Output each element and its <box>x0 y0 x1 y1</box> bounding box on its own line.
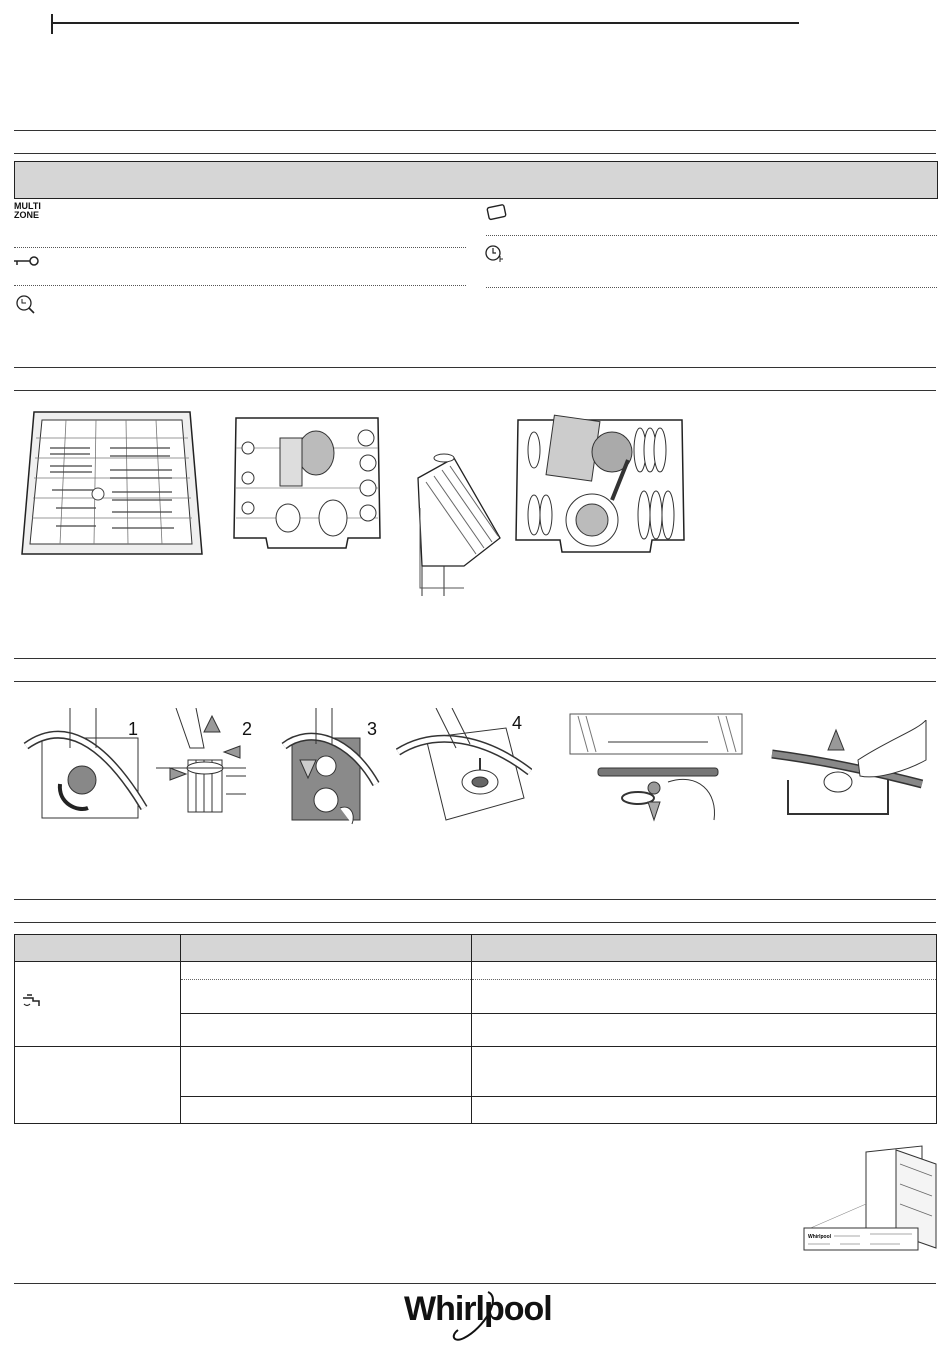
section-rule-7 <box>14 899 936 900</box>
troubleshooting-table <box>14 934 937 1124</box>
delay-clock-icon <box>484 243 506 263</box>
cause-cell <box>181 962 472 980</box>
solution-cell <box>472 1014 937 1047</box>
step-number-4: 4 <box>512 713 523 733</box>
key-lock-icon <box>13 255 41 267</box>
section-rule-8 <box>14 922 936 923</box>
section-rule-4 <box>14 390 936 391</box>
table-row <box>15 962 937 980</box>
solution-cell <box>472 962 937 980</box>
problem-cell-water <box>15 962 181 1047</box>
lower-rack-illustration <box>512 410 688 562</box>
header-cell-cause <box>181 935 472 962</box>
filter-step2-illustration <box>156 708 252 826</box>
section-rule-6 <box>14 681 936 682</box>
multizone-label-1: MULTI <box>14 201 41 211</box>
option-divider-right-1 <box>486 235 937 236</box>
cause-cell <box>181 1014 472 1047</box>
header-cell-problem <box>15 935 181 962</box>
table-header-row <box>15 935 937 962</box>
header-rule <box>51 22 799 24</box>
options-header-bar <box>14 161 938 199</box>
rating-plate-brand: Whirlpool <box>808 1234 832 1240</box>
whirlpool-logo: Whirlpool <box>404 1290 552 1328</box>
multizone-icon <box>14 202 41 220</box>
tablet-icon <box>486 203 508 221</box>
section-rule-5 <box>14 658 936 659</box>
step-number-2: 2 <box>242 719 253 739</box>
lower-spray-arm-removal-illustration <box>768 720 928 820</box>
solution-cell <box>472 979 937 1014</box>
cutlery-tray-illustration <box>16 408 208 560</box>
step-number-1: 1 <box>128 719 139 739</box>
header-tick <box>51 14 53 34</box>
upper-spray-arm-removal-illustration <box>568 712 744 824</box>
water-tap-icon <box>21 994 43 1010</box>
table-row <box>15 1047 937 1097</box>
cause-cell <box>181 1047 472 1097</box>
side-rack-illustration <box>414 448 506 600</box>
section-rule-1 <box>14 130 936 131</box>
logo-swoosh <box>444 1288 504 1344</box>
cycle-search-icon <box>14 293 36 315</box>
option-divider-left-2 <box>14 285 466 286</box>
step-number-3: 3 <box>367 719 378 739</box>
cause-cell <box>181 979 472 1014</box>
solution-cell <box>472 1096 937 1123</box>
option-divider-right-2 <box>486 287 937 288</box>
multizone-label-2: ZONE <box>14 210 40 220</box>
cause-cell <box>181 1096 472 1123</box>
problem-cell-second <box>15 1047 181 1124</box>
section-rule-2 <box>14 153 936 154</box>
footer-rule <box>14 1283 936 1284</box>
filter-step3-illustration <box>280 708 380 826</box>
upper-rack-illustration <box>228 408 386 560</box>
solution-cell <box>472 1047 937 1097</box>
header-cell-solution <box>472 935 937 962</box>
option-divider-left-1 <box>14 247 466 248</box>
section-rule-3 <box>14 367 936 368</box>
rating-plate-illustration <box>800 1144 940 1254</box>
